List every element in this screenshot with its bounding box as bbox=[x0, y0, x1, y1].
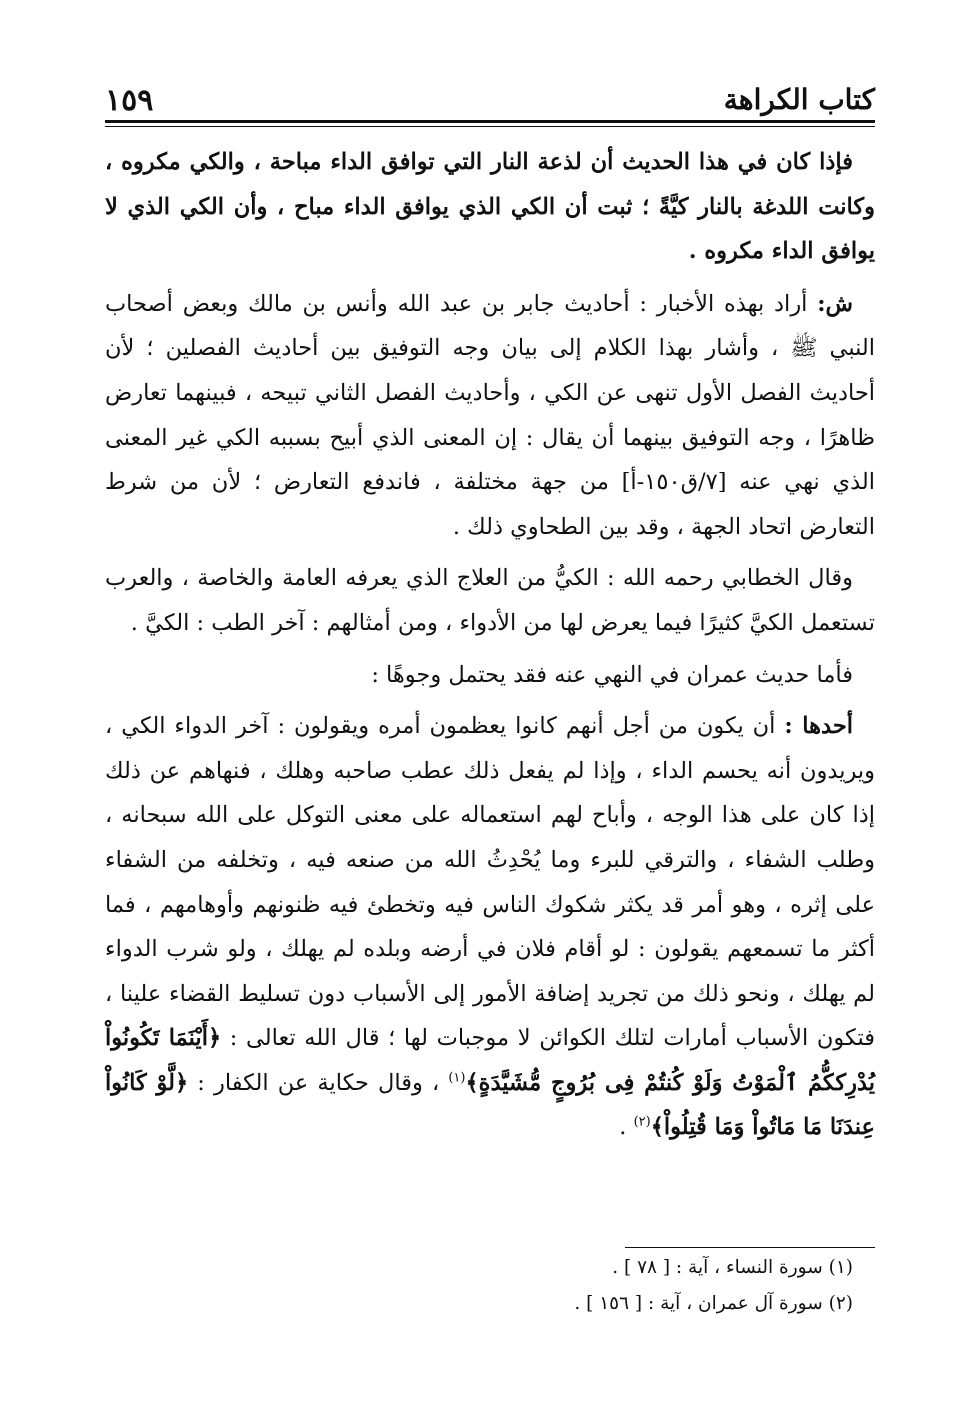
page-number: ١٥٩ bbox=[105, 83, 154, 118]
first-aspect-marker: أحدها : bbox=[784, 713, 853, 740]
quran-verse-1: ﴿أَيْنَمَا تَكُونُواْ يُدْرِككُّمُ ٱلْمَوْتُ وَلَوْ كُنتُمْ فِى بُرُوجٍ مُّشَيَّدَةٍ﴾ bbox=[105, 1025, 876, 1096]
footnote-2: (٢) سورة آل عمران ، آية : [ ١٥٦ ] . bbox=[574, 1293, 853, 1314]
quran-verse-2: ﴿لَّوْ كَانُواْ عِندَنَا مَا مَاتُواْ وَمَا قُتِلُواْ﴾ bbox=[105, 1069, 875, 1141]
footnote-1: (١) سورة النساء ، آية : [ ٧٨ ] . bbox=[612, 1257, 853, 1278]
page-body bbox=[105, 140, 875, 1157]
commentary-text: أراد بهذه الأخبار : أحاديث جابر بن عبد الله وأنس بن مالك وبعض أصحاب النبي ﷺ ، وأشار بهذا الكلام إلى بيان وجه التوفيق بين أحاديث الفصلين ؛ لأن أحاديث الفصل الأول تنهى عن الكي ، وأحاديث الفصل الثاني تبيحه ، فبينهما تعارض ظاهرًا ، وجه التوفيق بينهما أن يقال : إن المعنى الذي أبيح بسببه الكي غير المعنى الذي نهي عنه [٧/ق١٥٠-أ] من جهة مختلفة ، فاندفع التعارض ؛ لأن من شرط التعارض اتحاد الجهة ، وقد بين الطحاوي ذلك . bbox=[105, 290, 876, 540]
footnote-ref-2[interactable]: (٢) bbox=[633, 1114, 651, 1130]
first-aspect-paragraph bbox=[105, 704, 875, 1150]
first-aspect-mid: ، وقال حكاية عن الكفار : bbox=[188, 1069, 449, 1096]
footnote-ref-1[interactable]: (١) bbox=[448, 1070, 466, 1086]
intro-paragraph: فإذا كان في هذا الحديث أن لذعة النار التي توافق الداء مباحة ، والكي مكروه ، وكانت اللدغة بالنار كيَّةً ؛ ثبت أن الكي الذي يوافق الداء مباح ، وأن الكي الذي لا يوافق الداء مكروه . bbox=[105, 149, 875, 265]
footnote-divider bbox=[625, 1247, 875, 1248]
footnotes-section bbox=[105, 1247, 875, 1320]
first-aspect-end: . bbox=[619, 1114, 634, 1141]
commentary-paragraph bbox=[105, 282, 875, 550]
imran-paragraph: فأما حديث عمران في النهي عنه فقد يحتمل وجوهًا : bbox=[371, 661, 853, 688]
first-aspect-text: أن يكون من أجل أنهم كانوا يعظمون أمره ويقولون : آخر الدواء الكي ، ويريدون أنه يحسم الداء ، وإذا لم يفعل ذلك عطب صاحبه وهلك ، فنهاهم عن ذلك إذا كان على هذا الوجه ، وأباح لهم استعماله على معنى التوكل على الله سبحانه ، وطلب الشفاء ، والترقي للبرء وما يُحْدِثُ الله من صنعه فيه ، وتخلفه من الشفاء على إثره ، وهو أمر قد يكثر شكوك الناس فيه وتخطئ فيه ظنونهم وأوهامهم ، فما أكثر ما تسمعهم يقولون : لو أقام فلان في أرضه وبلده لم يهلك ، ولو شرب الدواء لم يهلك ، ونحو ذلك من تجريد إضافة الأمور إلى الأسباب دون تسليط القضاء علينا ، فتكون الأسباب أمارات لتلك الكوائن لا موجبات لها ؛ قال الله تعالى : bbox=[105, 713, 875, 1052]
khattabi-paragraph: وقال الخطابي رحمه الله : الكيُّ من العلاج الذي يعرفه العامة والخاصة ، والعرب تستعمل الكيَّ كثيرًا فيما يعرض لها من الأدواء ، ومن أمثالهم : آخر الطب : الكيَّ . bbox=[105, 565, 875, 636]
commentary-marker: ش: bbox=[817, 290, 853, 317]
page-header bbox=[105, 72, 875, 123]
running-title: كتاب الكراهة bbox=[723, 83, 875, 116]
